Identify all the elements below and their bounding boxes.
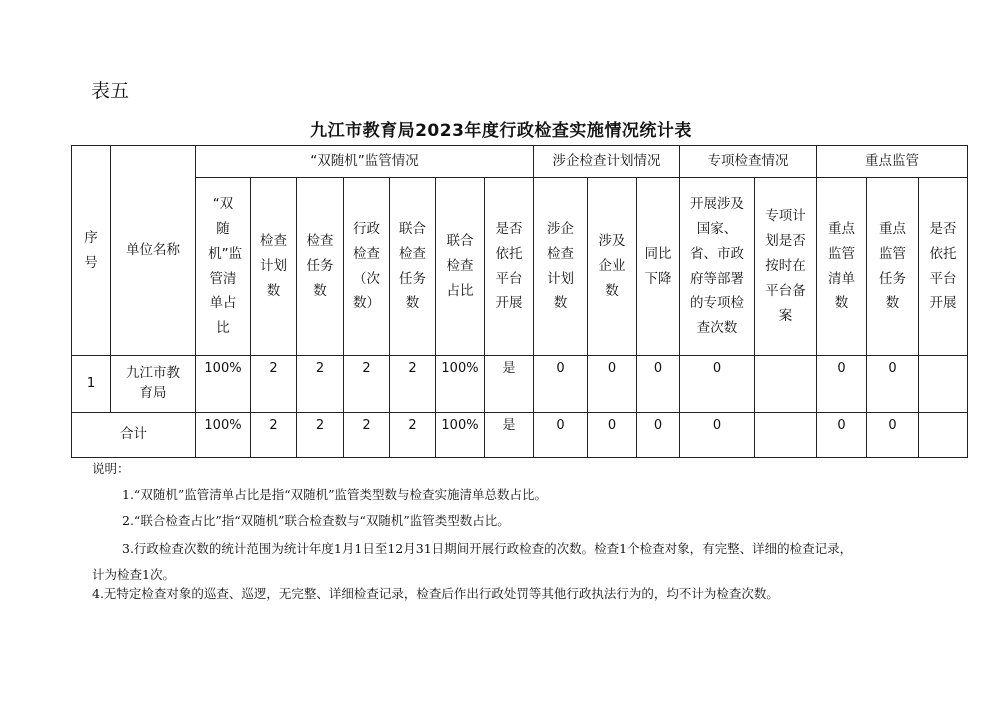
group-header-random: “双随机”监管情况 [196, 146, 534, 178]
header-seq-label: 序号 [84, 229, 98, 271]
row-unit: 九江市教育局 [111, 356, 196, 413]
cell [755, 413, 817, 458]
cell: 2 [390, 413, 436, 458]
col-header-key-platform: 是否依托平台开展 [919, 178, 968, 356]
cell: 0 [637, 356, 680, 413]
table-number-label: 表五 [91, 80, 130, 102]
cell: 0 [637, 413, 680, 458]
col-header-yoy-decrease: 同比下降 [637, 178, 680, 356]
note-1: 1.“双随机”监管清单占比是指“双随机”监管类型数与检查实施清单总数占比。 [122, 487, 547, 502]
table-row-total [72, 413, 968, 458]
row-seq: 1 [72, 356, 111, 413]
cell: 2 [390, 356, 436, 413]
header-unit: 单位名称 [111, 146, 196, 356]
cell: 是 [485, 413, 534, 458]
col-header-special-count: 开展涉及国家、省、市政府等部署的专项检查次数 [680, 178, 755, 356]
col-header-platform: 是否依托平台开展 [485, 178, 534, 356]
cell: 2 [297, 356, 344, 413]
cell: 0 [817, 356, 867, 413]
cell: 100% [436, 413, 485, 458]
col-header-joint-task-count: 联合检查任务数 [390, 178, 436, 356]
cell: 0 [680, 356, 755, 413]
cell: 0 [867, 356, 919, 413]
page-title: 九江市教育局2023年度行政检查实施情况统计表 [310, 121, 692, 141]
col-header-enterprise-count: 涉及企业数 [588, 178, 637, 356]
notes-heading: 说明： [92, 461, 130, 476]
note-3: 3.行政检查次数的统计范围为统计年度1月1日至12月31日期间开展行政检查的次数。检查1个检查对象，有完整、详细的检查记录， [122, 541, 853, 556]
cell: 2 [251, 413, 297, 458]
cell [919, 413, 968, 458]
cell: 100% [436, 356, 485, 413]
cell: 0 [588, 356, 637, 413]
cell: 0 [867, 413, 919, 458]
cell: 是 [485, 356, 534, 413]
note-3-continued: 计为检查1次。 [92, 567, 175, 582]
group-header-key: 重点监管 [817, 146, 968, 178]
col-header-random-ratio: “双随机”监管清单占比 [196, 178, 251, 356]
total-label: 合计 [72, 413, 196, 458]
header-seq [72, 146, 111, 356]
cell: 100% [196, 413, 251, 458]
col-header-special-filed: 专项计划是否按时在平台备案 [755, 178, 817, 356]
cell: 2 [251, 356, 297, 413]
cell: 2 [344, 413, 390, 458]
statistics-table [71, 145, 968, 458]
col-header-inspection-times: 行政检查（次数） [344, 178, 390, 356]
cell: 0 [680, 413, 755, 458]
col-header-plan-count: 检查计划数 [251, 178, 297, 356]
group-header-enterprise: 涉企检查计划情况 [534, 146, 680, 178]
table-row [72, 356, 968, 413]
group-header-special: 专项检查情况 [680, 146, 817, 178]
note-4: 4.无特定检查对象的巡查、巡逻，无完整、详细检查记录，检查后作出行政处罚等其他行政执法行为的，均不计为检查次数。 [92, 586, 779, 601]
note-2: 2.“联合检查占比”指“双随机”联合检查数与“双随机”监管类型数占比。 [122, 513, 510, 528]
cell: 100% [196, 356, 251, 413]
cell: 0 [817, 413, 867, 458]
col-header-enterprise-plan: 涉企检查计划数 [534, 178, 588, 356]
cell: 0 [588, 413, 637, 458]
col-header-task-count: 检查任务数 [297, 178, 344, 356]
cell: 2 [344, 356, 390, 413]
col-header-key-task: 重点监管任务数 [867, 178, 919, 356]
cell [919, 356, 968, 413]
col-header-joint-ratio: 联合检查占比 [436, 178, 485, 356]
cell: 0 [534, 413, 588, 458]
col-header-key-list: 重点监管清单数 [817, 178, 867, 356]
cell: 0 [534, 356, 588, 413]
cell: 2 [297, 413, 344, 458]
cell [755, 356, 817, 413]
